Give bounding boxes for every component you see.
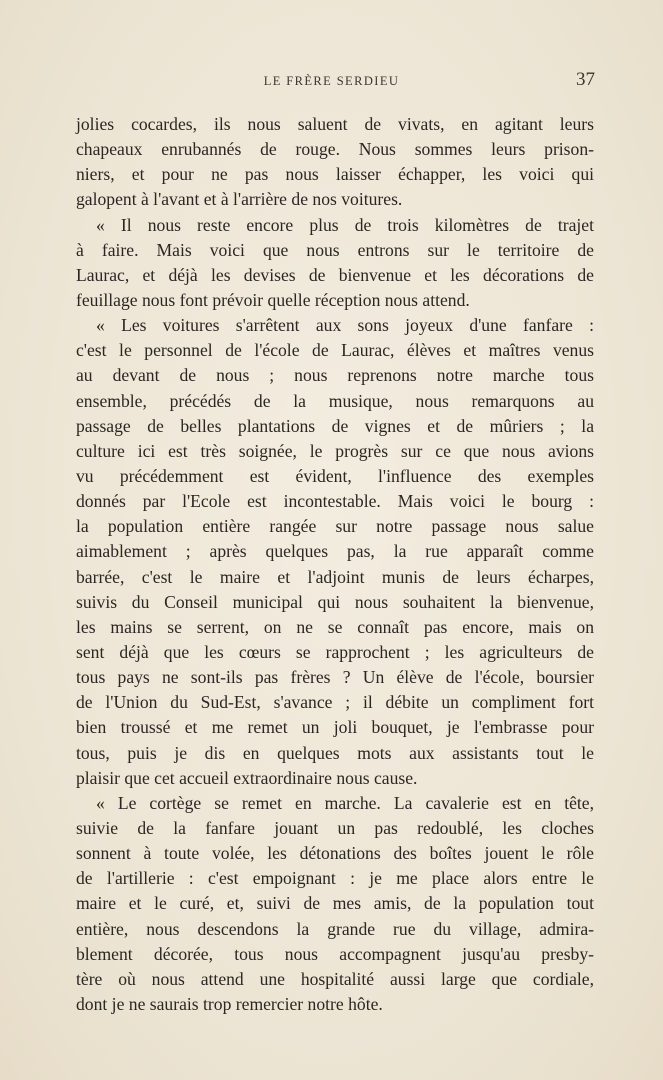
text-line: la population entière rangée sur notre passage nous salue	[76, 516, 594, 537]
text-line: sonnent à toute volée, les détonations des boîtes jouent le rôle	[76, 843, 594, 864]
text-line: tous pays ne sont-ils pas frères ? Un élève de l'école, boursier	[76, 667, 594, 688]
text-line: c'est le personnel de l'école de Laurac, élèves et maîtres venus	[76, 340, 594, 361]
text-line: vu précédemment est évident, l'influence des exemples	[76, 465, 594, 486]
text-line: de l'Union du Sud-Est, s'avance ; il débite un compliment fort	[76, 692, 594, 713]
paragraph	[76, 313, 594, 791]
text-line: jolies cocardes, ils nous saluent de vivats, en agitant leurs	[76, 114, 594, 134]
text-line: à faire. Mais voici que nous entrons sur le territoire de	[76, 239, 594, 260]
text-line: sent déjà que les cœurs se rapprochent ; les agriculteurs de	[76, 641, 594, 662]
text-line: Laurac, et déjà les devises de bienvenue et les décorations de	[76, 264, 594, 285]
text-line: aimablement ; après quelques pas, la rue apparaît comme	[76, 541, 594, 562]
running-head	[0, 69, 663, 94]
paragraph	[76, 213, 594, 314]
body-text	[76, 112, 594, 1017]
text-line: de l'artillerie : c'est empoignant : je me place alors entre le	[76, 868, 594, 889]
page-number: 37	[576, 69, 595, 90]
text-line: feuillage nous font prévoir quelle réception nous attend.	[76, 289, 470, 310]
text-line: maire et le curé, et, suivi de mes amis, de la population tout	[76, 893, 594, 914]
text-line: « Il nous reste encore plus de trois kilomètres de trajet	[96, 214, 594, 235]
text-line: culture ici est très soignée, le progrès sur ce que nous avions	[76, 440, 594, 461]
text-line: les mains se serrent, on ne se connaît pas encore, mais on	[76, 616, 594, 637]
paragraph	[76, 791, 594, 1017]
text-line: suivis du Conseil municipal qui nous souhaitent la bienvenue,	[76, 591, 594, 612]
text-line: « Le cortège se remet en marche. La cavalerie est en tête,	[96, 792, 594, 813]
text-line: niers, et pour ne pas nous laisser échapper, les voici qui	[76, 164, 594, 185]
text-line: au devant de nous ; nous reprenons notre marche tous	[76, 365, 594, 386]
text-line: blement décorée, tous nous accompagnent jusqu'au presby-	[76, 943, 594, 964]
text-line: entière, nous descendons la grande rue du village, admira-	[76, 918, 594, 939]
text-line: plaisir que cet accueil extraordinaire nous cause.	[76, 767, 418, 788]
text-line: dont je ne saurais trop remercier notre hôte.	[76, 993, 383, 1014]
text-line: passage de belles plantations de vignes et de mûriers ; la	[76, 415, 594, 436]
text-line: ensemble, précédés de la musique, nous remarquons au	[76, 390, 594, 411]
text-line: donnés par l'Ecole est incontestable. Mais voici le bourg :	[76, 491, 594, 512]
paragraph	[76, 112, 594, 213]
text-line: « Les voitures s'arrêtent aux sons joyeux d'une fanfare :	[96, 315, 594, 336]
text-line: bien troussé et me remet un joli bouquet, je l'embrasse pour	[76, 717, 594, 738]
text-line: barrée, c'est le maire et l'adjoint munis de leurs écharpes,	[76, 566, 594, 587]
text-line: tous, puis je dis en quelques mots aux assistants tout le	[76, 742, 594, 763]
running-title: LE FRÈRE SERDIEU	[263, 74, 400, 88]
text-line: suivie de la fanfare jouant un pas redoublé, les cloches	[76, 817, 594, 838]
text-line: tère où nous attend une hospitalité aussi large que cordiale,	[76, 968, 594, 989]
text-line: chapeaux enrubannés de rouge. Nous sommes leurs prison-	[76, 139, 594, 160]
text-line: galopent à l'avant et à l'arrière de nos voitures.	[76, 189, 403, 210]
